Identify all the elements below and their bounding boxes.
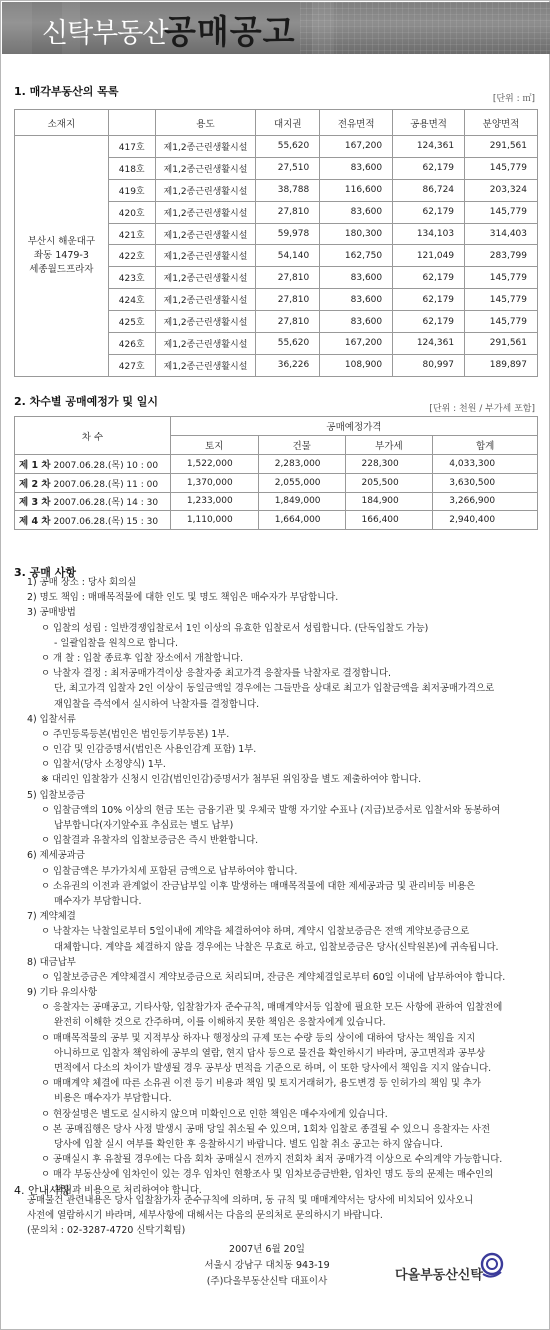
common-area-cell: 124,361	[393, 333, 465, 355]
round-datetime: 2007.06.28.(목) 14 : 30	[53, 498, 159, 509]
building-price-cell: 2,055,000	[258, 473, 345, 492]
land-right-cell: 38,788	[256, 179, 320, 201]
section1-unit: [단위 : ㎡]	[492, 94, 535, 104]
unit-number-cell: 423호	[108, 267, 155, 289]
notice-line: ㅇ 입찰금액의 10% 이상의 현금 또는 금융기관 및 우체국 발행 자기앞 수표나 (지급)보증서로 입찰서와 동봉하여	[41, 804, 501, 816]
notice-line: 매수자가 부담합니다.	[54, 895, 142, 907]
notice-line: 2) 명도 책임 : 매매목적물에 대한 인도 및 명도 책임은 매수자가 부담합니다.	[27, 592, 339, 604]
exclusive-area-cell: 116,600	[320, 179, 393, 201]
land-right-cell: 27,810	[256, 311, 320, 333]
notice-line: ㅇ 입찰의 성립 : 일반경쟁입찰로서 1인 이상의 유효한 입찰로서 성립합니다. (단독입찰도 가능)	[41, 622, 429, 634]
total-price-cell: 4,033,300	[433, 455, 538, 474]
notice-line: 당사에 입찰 실시 여부를 확인한 후 응찰하시기 바랍니다. 별도 입찰 취소 공고는 하지 않습니다.	[54, 1138, 443, 1150]
exclusive-area-cell: 108,900	[320, 354, 393, 376]
section1-title: 1. 매각부동산의 목록	[14, 85, 119, 98]
exclusive-area-cell: 167,200	[320, 136, 393, 158]
usage-cell: 제1,2종근린생활시설	[155, 333, 256, 355]
notice-line: ㅇ 현장설명은 별도로 실시하지 않으며 미확인으로 인한 책임은 매수자에게 있습니다.	[41, 1108, 388, 1120]
round-cell	[15, 492, 171, 511]
usage-cell: 제1,2종근린생활시설	[155, 354, 256, 376]
common-area-cell: 134,103	[393, 223, 465, 245]
location-line: 좌동 1479-3	[33, 249, 89, 261]
building-price-cell: 1,849,000	[258, 492, 345, 511]
notice-line: 대체합니다. 계약을 체결하지 않을 경우에는 낙찰은 무효로 하고, 입찰보증금은 당사(신탁원본)에 귀속됩니다.	[54, 941, 499, 953]
unit-number-cell: 417호	[108, 136, 155, 158]
table-row	[15, 455, 538, 474]
title-banner	[2, 2, 550, 54]
banner-stripe	[2, 2, 32, 54]
usage-cell: 제1,2종근린생활시설	[155, 267, 256, 289]
company-logo-text: 다올부동산신탁	[395, 1268, 483, 1283]
banner-title-light: 신탁부동산	[42, 18, 168, 49]
table-row	[15, 136, 538, 158]
schedule-table	[14, 416, 538, 530]
table-header-row	[15, 417, 538, 436]
notice-line: 7) 계약체결	[27, 911, 76, 923]
common-area-cell: 121,049	[393, 245, 465, 267]
notice-line: ㅇ 입찰결과 유찰자의 입찰보증금은 즉시 반환합니다.	[41, 835, 259, 847]
header-common-area: 공용면적	[393, 110, 465, 136]
exclusive-area-cell: 167,200	[320, 333, 393, 355]
notice-line: 4) 입찰서류	[27, 713, 76, 725]
unit-number-cell: 418호	[108, 157, 155, 179]
land-right-cell: 55,620	[256, 136, 320, 158]
header-total: 합계	[433, 436, 538, 455]
land-price-cell: 1,233,000	[170, 492, 258, 511]
notice-line: ㅇ 인감 및 인감증명서(법인은 사용인감계 포함) 1부.	[41, 744, 257, 756]
section2-unit: [단위 : 천원 / 부가세 포함]	[429, 404, 535, 414]
exclusive-area-cell: 83,600	[320, 289, 393, 311]
usage-cell: 제1,2종근린생활시설	[155, 157, 256, 179]
notice-line: ㅇ 본 공매집행은 당사 사정 발생시 공매 당일 취소될 수 있으며, 1회차 입찰로 종결될 수 있으니 응찰자는 사전	[41, 1123, 491, 1135]
total-price-cell: 3,266,900	[433, 492, 538, 511]
round-datetime: 2007.06.28.(목) 15 : 30	[53, 517, 159, 528]
exclusive-area-cell: 83,600	[320, 201, 393, 223]
notice-line: 납부합니다(자기앞수표 추심료는 별도 납부)	[54, 820, 234, 831]
location-cell	[15, 136, 109, 377]
header-building: 건물	[258, 436, 345, 455]
banner-grid	[300, 2, 550, 54]
sale-area-cell: 189,897	[465, 354, 538, 376]
notice-line: ㅇ 공매실시 후 유찰될 경우에는 다음 회차 공매실시 전까지 전회차 최저 공매가격 이상으로 수의계약 가능합니다.	[41, 1154, 503, 1166]
notice-line: 완전히 이해한 것으로 간주하며, 이를 이해하지 못한 책임은 응찰자에게 있습니다.	[54, 1017, 386, 1029]
header-price-group: 공매예정가격	[170, 417, 537, 436]
header-sale-area: 분양면적	[465, 110, 538, 136]
notice-line: 아니하므로 입찰자 책임하에 공부의 열람, 현지 답사 등으로 물건을 확인하시기 바라며, 공고면적과 공부상	[54, 1047, 486, 1059]
notice-line: ㅇ 매매계약 체결에 따른 소유권 이전 등기 비용과 책임 및 토지거래허가, 용도변경 등 인허가의 책임 및 추가	[41, 1078, 482, 1090]
exclusive-area-cell: 180,300	[320, 223, 393, 245]
round-label: 제 3 차	[19, 497, 51, 509]
sale-area-cell: 314,403	[465, 223, 538, 245]
table-row	[15, 511, 538, 530]
land-right-cell: 54,140	[256, 245, 320, 267]
exclusive-area-cell: 83,600	[320, 157, 393, 179]
exclusive-area-cell: 162,750	[320, 245, 393, 267]
exclusive-area-cell: 83,600	[320, 311, 393, 333]
sale-area-cell: 291,561	[465, 136, 538, 158]
total-price-cell: 2,940,400	[433, 511, 538, 530]
vat-cell: 184,900	[345, 492, 433, 511]
notice-line: ㅇ 낙찰자는 낙찰일로부터 5일이내에 계약을 체결하여야 하며, 계약시 입찰보증금은 전액 계약보증금으로	[41, 926, 470, 938]
sale-area-cell: 145,779	[465, 201, 538, 223]
location-line: 부산시 해운대구	[27, 235, 95, 247]
header-round: 차 수	[15, 417, 171, 455]
header-land: 토지	[170, 436, 258, 455]
notice-line: 재입찰을 즉석에서 실시하여 낙찰자를 결정합니다.	[54, 698, 260, 710]
exclusive-area-cell: 83,600	[320, 267, 393, 289]
section2-title: 2. 차수별 공매예정가 및 일시	[14, 395, 159, 408]
notice-line: ㅇ 응찰자는 공매공고, 기타사항, 입찰참가자 준수규칙, 매매계약서등 입찰에 필요한 모든 사항에 관하여 입찰전에	[41, 1002, 503, 1014]
usage-cell: 제1,2종근린생활시설	[155, 223, 256, 245]
land-right-cell: 27,810	[256, 289, 320, 311]
land-right-cell: 59,978	[256, 223, 320, 245]
table-row	[15, 492, 538, 511]
notice-line: ㅇ 입찰보증금은 계약체결시 계약보증금으로 처리되며, 잔금은 계약체결일로부터 60일 이내에 납부하여야 합니다.	[41, 971, 506, 983]
footer-date: 2007년 6월 20일	[229, 1244, 305, 1255]
common-area-cell: 86,724	[393, 179, 465, 201]
land-right-cell: 27,810	[256, 267, 320, 289]
building-price-cell: 1,664,000	[258, 511, 345, 530]
guide-line: 공매물건 관련내용은 당사 입찰참가자 준수규칙에 의하며, 동 규칙 및 매매계약서는 당사에 비치되어 있사오니	[27, 1195, 474, 1206]
round-datetime: 2007.06.28.(목) 10 : 00	[53, 460, 159, 471]
section3-title: 3. 공매 사항	[14, 566, 76, 579]
guide-line: 사전에 열람하시기 바라며, 세부사항에 대해서는 다음의 문의처로 문의하시기 바랍니다.	[27, 1210, 383, 1222]
notice-line: 1) 공매 장소 : 당사 회의실	[27, 577, 137, 588]
vat-cell: 205,500	[345, 473, 433, 492]
sale-area-cell: 145,779	[465, 157, 538, 179]
notice-line: ㅇ 입찰금액은 부가가치세 포함된 금액으로 납부하여야 합니다.	[41, 865, 298, 877]
unit-number-cell: 419호	[108, 179, 155, 201]
round-cell	[15, 455, 171, 474]
land-price-cell: 1,110,000	[170, 511, 258, 530]
notice-line: 8) 대금납부	[27, 956, 76, 968]
section4-body	[27, 1193, 473, 1239]
usage-cell: 제1,2종근린생활시설	[155, 136, 256, 158]
round-label: 제 2 차	[19, 478, 51, 490]
common-area-cell: 124,361	[393, 136, 465, 158]
land-right-cell: 55,620	[256, 333, 320, 355]
notice-line: 6) 제세공과금	[27, 850, 85, 862]
sale-area-cell: 145,779	[465, 289, 538, 311]
notice-line: ※ 대리인 입찰참가 신청시 인감(법인인감)증명서가 첨부된 위임장을 별도 제출하여야 합니다.	[41, 774, 422, 786]
notice-line: ㅇ 주민등록등본(법인은 법인등기부등본) 1부.	[41, 728, 230, 740]
vat-cell: 228,300	[345, 455, 433, 474]
guide-line: (문의처 : 02-3287-4720 신탁기획팀)	[27, 1225, 186, 1237]
unit-number-cell: 424호	[108, 289, 155, 311]
section3-body	[14, 575, 505, 1198]
land-right-cell: 27,810	[256, 201, 320, 223]
round-cell	[15, 473, 171, 492]
notice-line: ㅇ 매매목적물의 공부 및 지적부상 하자나 행정상의 규제 또는 수량 등의 상이에 대하여 당사는 책임을 지지	[41, 1032, 476, 1044]
table-header-row	[15, 110, 538, 136]
sale-area-cell: 203,324	[465, 179, 538, 201]
land-price-cell: 1,522,000	[170, 455, 258, 474]
common-area-cell: 62,179	[393, 289, 465, 311]
unit-number-cell: 421호	[108, 223, 155, 245]
header-usage: 용도	[155, 110, 256, 136]
total-price-cell: 3,630,500	[433, 473, 538, 492]
notice-line: ㅇ 개 찰 : 입찰 종료후 입찰 장소에서 개찰합니다.	[41, 652, 244, 664]
land-price-cell: 1,370,000	[170, 473, 258, 492]
notice-line: ㅇ 입찰서(당사 소정양식) 1부.	[41, 759, 166, 771]
notice-line: 단, 최고가격 입찰자 2인 이상이 동일금액일 경우에는 그들만을 상대로 최고가 입찰금액을 최저공매가격으로	[54, 683, 495, 695]
round-label: 제 4 차	[19, 516, 51, 528]
notice-line: 면적에서 다소의 차이가 발생될 경우 공부상 면적을 기준으로 하며, 이 또한 당사에서 책임을 지지 않습니다.	[54, 1063, 492, 1074]
table-row	[15, 473, 538, 492]
sale-area-cell: 291,561	[465, 333, 538, 355]
building-price-cell: 2,283,000	[258, 455, 345, 474]
header-unit	[108, 110, 155, 136]
sale-area-cell: 145,779	[465, 311, 538, 333]
common-area-cell: 62,179	[393, 267, 465, 289]
vat-cell: 166,400	[345, 511, 433, 530]
notice-line: ㅇ 매각 부동산상에 임차인이 있는 경우 임차인 현황조사 및 임차보증금반환, 임차인 명도 등의 문제는 매수인의	[41, 1169, 494, 1181]
location-line: 세종월드프라자	[29, 263, 94, 275]
land-right-cell: 27,510	[256, 157, 320, 179]
unit-number-cell: 425호	[108, 311, 155, 333]
usage-cell: 제1,2종근린생활시설	[155, 179, 256, 201]
footer-block	[197, 1242, 337, 1290]
notice-line: - 일괄입찰을 원칙으로 합니다.	[54, 637, 178, 649]
usage-cell: 제1,2종근린생활시설	[155, 289, 256, 311]
unit-number-cell: 426호	[108, 333, 155, 355]
round-cell	[15, 511, 171, 530]
property-list-table	[14, 109, 538, 377]
usage-cell: 제1,2종근린생활시설	[155, 245, 256, 267]
footer-company: (주)다올부동산신탁 대표이사	[206, 1276, 328, 1287]
notice-line: 5) 입찰보증금	[27, 789, 85, 801]
common-area-cell: 62,179	[393, 201, 465, 223]
notice-line: 3) 공매방법	[27, 607, 76, 619]
section4-title: 4. 안내사항	[14, 1184, 71, 1197]
company-logo-icon	[477, 1252, 507, 1278]
footer-address: 서울시 강남구 대치동 943-19	[204, 1260, 330, 1271]
banner-title-bold: 공매공고	[164, 12, 296, 51]
header-exclusive-area: 전유면적	[320, 110, 393, 136]
notice-line: 책임과 비용으로 처리하여야 합니다.	[54, 1184, 202, 1196]
land-right-cell: 36,226	[256, 354, 320, 376]
sale-area-cell: 145,779	[465, 267, 538, 289]
header-vat: 부가세	[345, 436, 433, 455]
usage-cell: 제1,2종근린생활시설	[155, 311, 256, 333]
notice-line: 9) 기타 유의사항	[27, 987, 97, 999]
notice-line: ㅇ 낙찰자 결정 : 최저공매가격이상 응찰자중 최고가격 응찰자를 낙찰자로 결정합니다.	[41, 668, 391, 680]
notice-line: 비용은 매수자가 부담합니다.	[54, 1093, 172, 1105]
unit-number-cell: 420호	[108, 201, 155, 223]
sale-area-cell: 283,799	[465, 245, 538, 267]
common-area-cell: 62,179	[393, 157, 465, 179]
unit-number-cell: 427호	[108, 354, 155, 376]
notice-line: ㅇ 소유권의 이전과 관계없이 잔금납부일 이후 발생하는 매매목적물에 대한 제세공과금 및 관리비등 비용은	[41, 880, 476, 892]
unit-number-cell: 422호	[108, 245, 155, 267]
usage-cell: 제1,2종근린생활시설	[155, 201, 256, 223]
round-label: 제 1 차	[19, 459, 51, 471]
common-area-cell: 62,179	[393, 311, 465, 333]
header-location: 소재지	[15, 110, 109, 136]
header-land-right: 대지권	[256, 110, 320, 136]
common-area-cell: 80,997	[393, 354, 465, 376]
round-datetime: 2007.06.28.(목) 11 : 00	[53, 479, 159, 490]
